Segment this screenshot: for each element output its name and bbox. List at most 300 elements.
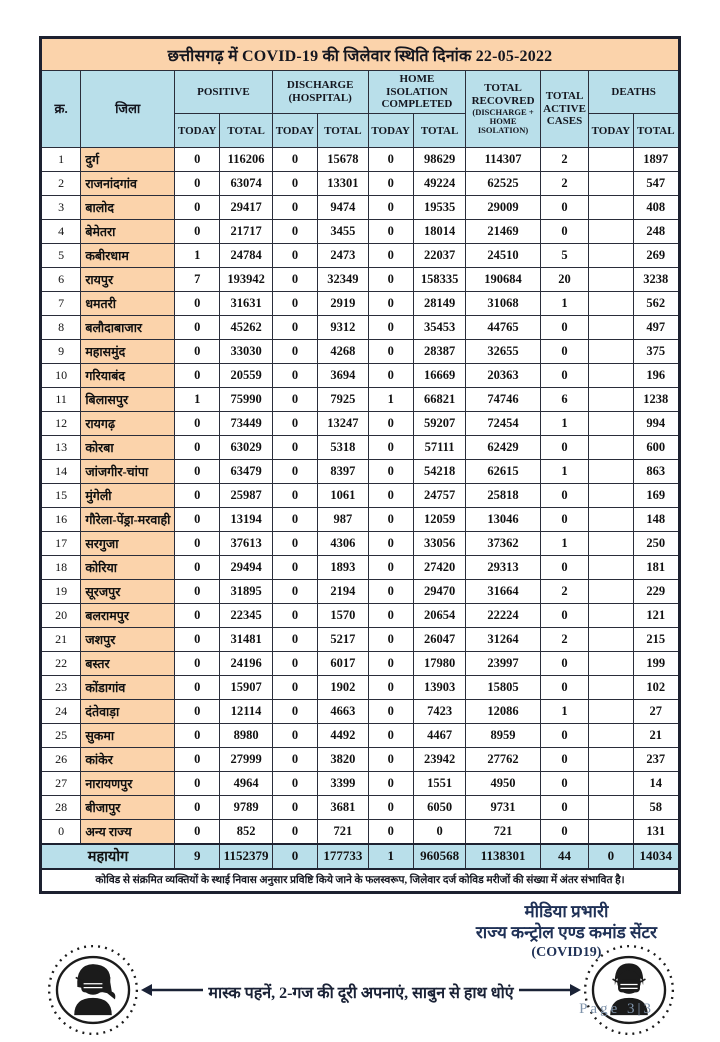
cell-value: 0: [272, 532, 317, 556]
row-serial: 1: [41, 148, 81, 172]
cell-value: 0: [175, 748, 220, 772]
cell-value: 0: [368, 580, 413, 604]
cell-value: 0: [368, 172, 413, 196]
cell-value: 75990: [220, 388, 272, 412]
cell-value: 0: [368, 676, 413, 700]
cell-value: 547: [633, 172, 679, 196]
cell-value: 63029: [220, 436, 272, 460]
cell-value: [589, 556, 633, 580]
cell-value: [589, 292, 633, 316]
col-positive-total: TOTAL: [220, 114, 272, 148]
cell-value: 21: [633, 724, 679, 748]
cell-value: 62429: [466, 436, 541, 460]
cell-value: 19535: [413, 196, 465, 220]
total-cell: 1138301: [466, 844, 541, 869]
cell-value: [589, 244, 633, 268]
cell-value: 116206: [220, 148, 272, 172]
row-serial: 3: [41, 196, 81, 220]
table-row: [41, 460, 680, 484]
cell-value: 0: [368, 724, 413, 748]
cell-value: 131: [633, 820, 679, 844]
row-serial: 18: [41, 556, 81, 580]
cell-value: 0: [272, 556, 317, 580]
cell-value: 0: [368, 604, 413, 628]
credit-command-center: राज्य कन्ट्रोल एण्ड कमांड सेंटर: [475, 923, 657, 943]
cell-value: 21469: [466, 220, 541, 244]
cell-value: 63074: [220, 172, 272, 196]
total-cell: 14034: [633, 844, 679, 869]
cell-value: 852: [220, 820, 272, 844]
cell-value: 1: [175, 244, 220, 268]
table-row: [41, 268, 680, 292]
cell-value: 0: [368, 460, 413, 484]
cell-value: [589, 172, 633, 196]
cell-value: 0: [368, 484, 413, 508]
page-number: Page 3|3: [579, 1001, 654, 1017]
cell-value: 1551: [413, 772, 465, 796]
cell-value: 3455: [318, 220, 368, 244]
cell-value: [589, 484, 633, 508]
cell-value: 5318: [318, 436, 368, 460]
cell-value: 0: [175, 700, 220, 724]
cell-value: 102: [633, 676, 679, 700]
cell-value: 21717: [220, 220, 272, 244]
cell-value: 8397: [318, 460, 368, 484]
row-serial: 7: [41, 292, 81, 316]
district-name: कोंडागांव: [81, 676, 175, 700]
cell-value: 3238: [633, 268, 679, 292]
cell-value: 6050: [413, 796, 465, 820]
cell-value: [589, 580, 633, 604]
cell-value: 0: [175, 796, 220, 820]
cell-value: 5217: [318, 628, 368, 652]
cell-value: 0: [368, 700, 413, 724]
cell-value: 0: [175, 652, 220, 676]
district-name: रायपुर: [81, 268, 175, 292]
cell-value: 0: [368, 340, 413, 364]
covid-status-table: [39, 36, 681, 894]
cell-value: 0: [368, 532, 413, 556]
cell-value: 0: [175, 508, 220, 532]
cell-value: 1902: [318, 676, 368, 700]
cell-value: 13194: [220, 508, 272, 532]
table-row: [41, 748, 680, 772]
cell-value: 0: [175, 676, 220, 700]
row-serial: 6: [41, 268, 81, 292]
cell-value: 3694: [318, 364, 368, 388]
cell-value: 0: [175, 196, 220, 220]
cell-value: 0: [540, 652, 588, 676]
col-discharge-today: TODAY: [272, 114, 317, 148]
grand-total-label: महायोग: [41, 844, 175, 869]
cell-value: 29313: [466, 556, 541, 580]
cell-value: 0: [272, 796, 317, 820]
cell-value: 0: [272, 340, 317, 364]
cell-value: 0: [540, 796, 588, 820]
footnote-row: [41, 869, 680, 893]
cell-value: 4663: [318, 700, 368, 724]
table-row: [41, 220, 680, 244]
district-name: मुंगेली: [81, 484, 175, 508]
cell-value: 863: [633, 460, 679, 484]
cell-value: 33056: [413, 532, 465, 556]
table-row: [41, 484, 680, 508]
row-serial: 26: [41, 748, 81, 772]
col-district: जिला: [81, 71, 175, 148]
cell-value: 229: [633, 580, 679, 604]
col-deaths-total: TOTAL: [633, 114, 679, 148]
cell-value: 1: [175, 388, 220, 412]
district-name: बस्तर: [81, 652, 175, 676]
cell-value: 0: [368, 436, 413, 460]
row-serial: 21: [41, 628, 81, 652]
cell-value: 199: [633, 652, 679, 676]
cell-value: 8980: [220, 724, 272, 748]
cell-value: 0: [368, 244, 413, 268]
masked-man-icon: [582, 943, 676, 1042]
row-serial: 25: [41, 724, 81, 748]
row-serial: 19: [41, 580, 81, 604]
cell-value: 0: [175, 724, 220, 748]
cell-value: 114307: [466, 148, 541, 172]
cell-value: [589, 748, 633, 772]
cell-value: 0: [368, 412, 413, 436]
cell-value: 4268: [318, 340, 368, 364]
cell-value: 0: [368, 556, 413, 580]
cell-value: 23997: [466, 652, 541, 676]
col-group-deaths: DEATHS: [589, 71, 680, 114]
table-row: [41, 532, 680, 556]
cell-value: 74746: [466, 388, 541, 412]
cell-value: 0: [368, 316, 413, 340]
cell-value: 1897: [633, 148, 679, 172]
col-group-positive: POSITIVE: [175, 71, 273, 114]
table-row: [41, 604, 680, 628]
cell-value: 37362: [466, 532, 541, 556]
cell-value: 0: [540, 748, 588, 772]
cell-value: 31481: [220, 628, 272, 652]
table-row: [41, 316, 680, 340]
col-total-active: TOTAL ACTIVE CASES: [540, 71, 588, 148]
cell-value: 22037: [413, 244, 465, 268]
cell-value: 6: [540, 388, 588, 412]
cell-value: 24196: [220, 652, 272, 676]
cell-value: 0: [540, 724, 588, 748]
cell-value: 0: [272, 724, 317, 748]
cell-value: 248: [633, 220, 679, 244]
cell-value: [589, 676, 633, 700]
cell-value: 0: [272, 268, 317, 292]
cell-value: 193942: [220, 268, 272, 292]
district-name: बलौदाबाजार: [81, 316, 175, 340]
cell-value: 0: [368, 820, 413, 844]
cell-value: 0: [272, 772, 317, 796]
cell-value: 0: [272, 676, 317, 700]
cell-value: 22224: [466, 604, 541, 628]
cell-value: 20654: [413, 604, 465, 628]
cell-value: 17980: [413, 652, 465, 676]
cell-value: 37613: [220, 532, 272, 556]
cell-value: 0: [272, 748, 317, 772]
cell-value: 0: [175, 292, 220, 316]
cell-value: 0: [272, 700, 317, 724]
col-homeiso-today: TODAY: [368, 114, 413, 148]
cell-value: 196: [633, 364, 679, 388]
cell-value: [589, 340, 633, 364]
cell-value: 0: [175, 436, 220, 460]
cell-value: 0: [540, 772, 588, 796]
slogan-row: [46, 946, 676, 1038]
cell-value: 0: [175, 556, 220, 580]
cell-value: 0: [272, 628, 317, 652]
cell-value: 3681: [318, 796, 368, 820]
district-name: महासमुंद: [81, 340, 175, 364]
cell-value: [589, 364, 633, 388]
cell-value: [589, 532, 633, 556]
table-row: [41, 196, 680, 220]
cell-value: 13046: [466, 508, 541, 532]
cell-value: 31264: [466, 628, 541, 652]
total-cell: 177733: [318, 844, 368, 869]
district-name: जशपुर: [81, 628, 175, 652]
cell-value: 0: [272, 244, 317, 268]
footnote-text: कोविड से संक्रमित व्यक्तियों के स्थाई निवास अनुसार प्रविष्टि किये जाने के फलस्वरूप, जिलेवार दर्ज कोविड मरीजों की संख्या में अंतर संभावित है।: [41, 869, 680, 893]
cell-value: 72454: [466, 412, 541, 436]
col-positive-today: TODAY: [175, 114, 220, 148]
slogan-text: मास्क पहनें, 2-गज की दूरी अपनाएं, साबुन से हाथ धोएं: [208, 985, 514, 1002]
row-serial: 28: [41, 796, 81, 820]
district-name: जांजगीर-चांपा: [81, 460, 175, 484]
district-name: कबीरधाम: [81, 244, 175, 268]
table-row: [41, 580, 680, 604]
cell-value: [589, 724, 633, 748]
cell-value: 7423: [413, 700, 465, 724]
table-row: [41, 820, 680, 844]
total-cell: 1: [368, 844, 413, 869]
cell-value: 98629: [413, 148, 465, 172]
cell-value: 63479: [220, 460, 272, 484]
cell-value: 0: [272, 508, 317, 532]
cell-value: 0: [272, 316, 317, 340]
table-row: [41, 172, 680, 196]
cell-value: 0: [175, 580, 220, 604]
cell-value: 0: [272, 652, 317, 676]
cell-value: [589, 388, 633, 412]
cell-value: 8959: [466, 724, 541, 748]
cell-value: 0: [540, 340, 588, 364]
cell-value: [589, 268, 633, 292]
table-title: छत्तीसगढ़ में COVID-19 की जिलेवार स्थिति दिनांक 22-05-2022: [41, 38, 680, 71]
table-row: [41, 556, 680, 580]
cell-value: 0: [368, 772, 413, 796]
district-name: गरियाबंद: [81, 364, 175, 388]
cell-value: 13301: [318, 172, 368, 196]
cell-value: 0: [540, 484, 588, 508]
row-serial: 16: [41, 508, 81, 532]
cell-value: 31895: [220, 580, 272, 604]
table-row: [41, 772, 680, 796]
cell-value: 0: [540, 676, 588, 700]
cell-value: 0: [272, 148, 317, 172]
cell-value: 0: [368, 268, 413, 292]
cell-value: 4964: [220, 772, 272, 796]
cell-value: [589, 412, 633, 436]
cell-value: [589, 700, 633, 724]
cell-value: 20: [540, 268, 588, 292]
row-serial: 0: [41, 820, 81, 844]
cell-value: 0: [175, 484, 220, 508]
cell-value: 0: [175, 628, 220, 652]
table-row: [41, 244, 680, 268]
cell-value: 22345: [220, 604, 272, 628]
cell-value: 0: [272, 820, 317, 844]
cell-value: 190684: [466, 268, 541, 292]
cell-value: 987: [318, 508, 368, 532]
cell-value: [589, 316, 633, 340]
total-cell: 960568: [413, 844, 465, 869]
cell-value: 0: [175, 364, 220, 388]
district-name: नारायणपुर: [81, 772, 175, 796]
cell-value: 0: [272, 172, 317, 196]
cell-value: 59207: [413, 412, 465, 436]
table-row: [41, 508, 680, 532]
col-total-recovered: [466, 71, 541, 148]
cell-value: 0: [540, 316, 588, 340]
cell-value: 375: [633, 340, 679, 364]
cell-value: 58: [633, 796, 679, 820]
cell-value: [589, 796, 633, 820]
table-row: [41, 148, 680, 172]
cell-value: 28149: [413, 292, 465, 316]
cell-value: 1: [540, 460, 588, 484]
table-row: [41, 292, 680, 316]
right-arrow-icon: [519, 983, 581, 1002]
cell-value: [589, 436, 633, 460]
cell-value: 0: [540, 820, 588, 844]
cell-value: 0: [272, 196, 317, 220]
row-serial: 24: [41, 700, 81, 724]
cell-value: 14: [633, 772, 679, 796]
cell-value: 24784: [220, 244, 272, 268]
cell-value: 497: [633, 316, 679, 340]
cell-value: 0: [368, 652, 413, 676]
district-name: बालोद: [81, 196, 175, 220]
district-name: कांकेर: [81, 748, 175, 772]
total-cell: 9: [175, 844, 220, 869]
cell-value: 15678: [318, 148, 368, 172]
district-name: सूरजपुर: [81, 580, 175, 604]
cell-value: 121: [633, 604, 679, 628]
cell-value: 9731: [466, 796, 541, 820]
cell-value: 0: [540, 436, 588, 460]
cell-value: 7925: [318, 388, 368, 412]
district-name: सुकमा: [81, 724, 175, 748]
cell-value: [589, 508, 633, 532]
cell-value: [589, 772, 633, 796]
cell-value: 62525: [466, 172, 541, 196]
cell-value: 0: [272, 364, 317, 388]
cell-value: 158335: [413, 268, 465, 292]
district-name: दुर्ग: [81, 148, 175, 172]
cell-value: 1: [540, 700, 588, 724]
cell-value: 27420: [413, 556, 465, 580]
cell-value: 237: [633, 748, 679, 772]
district-name: अन्य राज्य: [81, 820, 175, 844]
cell-value: 2194: [318, 580, 368, 604]
cell-value: 6017: [318, 652, 368, 676]
cell-value: 0: [272, 220, 317, 244]
col-group-home-isolation: HOME ISOLATION COMPLETED: [368, 71, 466, 114]
cell-value: 3820: [318, 748, 368, 772]
cell-value: 0: [175, 412, 220, 436]
cell-value: 0: [368, 148, 413, 172]
cell-value: 0: [368, 748, 413, 772]
cell-value: 12114: [220, 700, 272, 724]
cell-value: 15805: [466, 676, 541, 700]
cell-value: 25987: [220, 484, 272, 508]
cell-value: 4467: [413, 724, 465, 748]
cell-value: 0: [175, 172, 220, 196]
table-row: [41, 700, 680, 724]
table-row: [41, 436, 680, 460]
credit-covid19: (COVID19): [531, 944, 602, 960]
cell-value: 994: [633, 412, 679, 436]
cell-value: 1570: [318, 604, 368, 628]
cell-value: 0: [272, 292, 317, 316]
cell-value: 29009: [466, 196, 541, 220]
cell-value: 0: [272, 412, 317, 436]
district-name: कोरिया: [81, 556, 175, 580]
cell-value: 0: [175, 604, 220, 628]
cell-value: 0: [540, 508, 588, 532]
cell-value: 4950: [466, 772, 541, 796]
cell-value: 0: [540, 556, 588, 580]
cell-value: 2473: [318, 244, 368, 268]
cell-value: 0: [272, 388, 317, 412]
cell-value: 0: [540, 220, 588, 244]
cell-value: 5: [540, 244, 588, 268]
table-row: [41, 340, 680, 364]
table-row: [41, 796, 680, 820]
cell-value: 1: [368, 388, 413, 412]
total-cell: 44: [540, 844, 588, 869]
cell-value: 0: [540, 604, 588, 628]
row-serial: 14: [41, 460, 81, 484]
row-serial: 4: [41, 220, 81, 244]
cell-value: [589, 652, 633, 676]
row-serial: 20: [41, 604, 81, 628]
district-name: राजनांदगांव: [81, 172, 175, 196]
cell-value: 250: [633, 532, 679, 556]
cell-value: 23942: [413, 748, 465, 772]
cell-value: 24510: [466, 244, 541, 268]
cell-value: 0: [272, 460, 317, 484]
cell-value: 181: [633, 556, 679, 580]
cell-value: 29494: [220, 556, 272, 580]
col-total-recovered-main: TOTAL RECOVRED: [471, 82, 535, 107]
cell-value: 29417: [220, 196, 272, 220]
cell-value: 32655: [466, 340, 541, 364]
row-serial: 2: [41, 172, 81, 196]
cell-value: 1: [540, 292, 588, 316]
cell-value: 0: [368, 292, 413, 316]
district-name: गौरेला-पेंड्रा-मरवाही: [81, 508, 175, 532]
district-name: बेमेतरा: [81, 220, 175, 244]
cell-value: 28387: [413, 340, 465, 364]
cell-value: 29470: [413, 580, 465, 604]
cell-value: 2: [540, 628, 588, 652]
total-cell: 1152379: [220, 844, 272, 869]
